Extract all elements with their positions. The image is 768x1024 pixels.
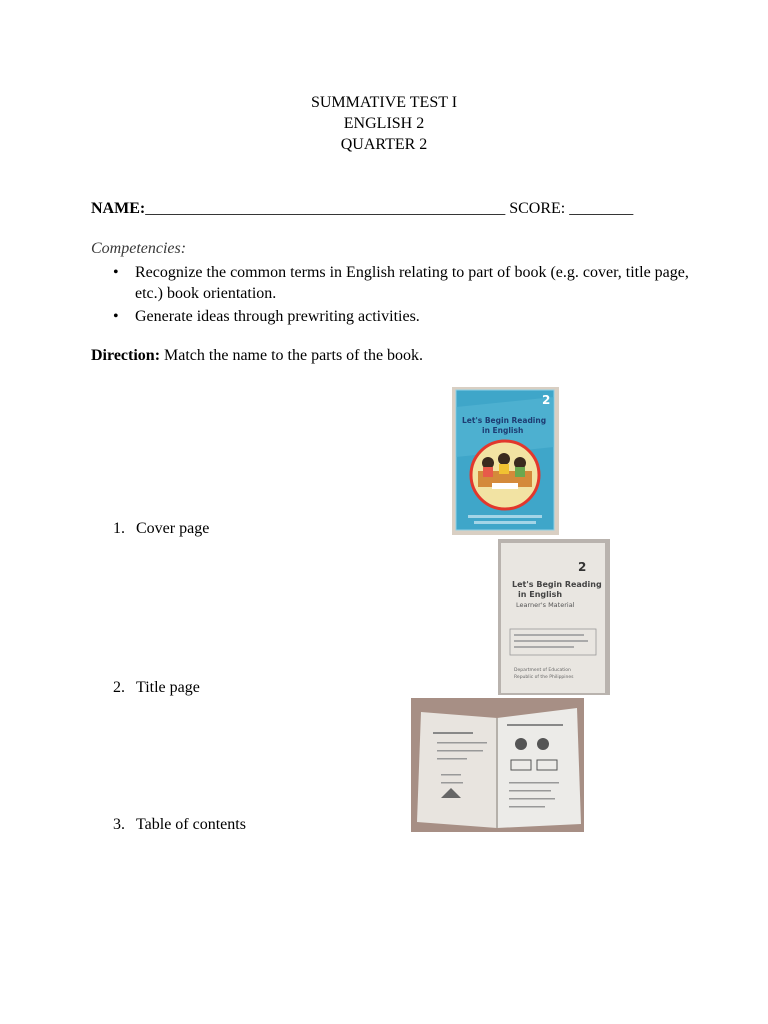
name-score-row <box>91 200 633 218</box>
cover-title-line2: in English <box>482 426 524 435</box>
bullet-icon: • <box>113 264 119 281</box>
title-page-line2: in English <box>518 590 563 599</box>
direction-text: Match the name to the parts of the book. <box>164 347 424 364</box>
title-page-line1: Let's Begin Reading <box>512 580 602 589</box>
name-label: NAME: <box>91 200 146 217</box>
direction <box>91 347 423 365</box>
title-page-footer2: Republic of the Philippines <box>514 675 574 680</box>
item-label: Title page <box>136 679 200 696</box>
cover-badge: 2 <box>542 393 551 407</box>
score-blank: ________ <box>569 200 634 217</box>
cover-title-line1: Let's Begin Reading <box>462 416 547 425</box>
name-blank: _____________________________________________ <box>145 200 506 217</box>
title-page-photo <box>498 539 610 695</box>
match-item-title-page <box>113 679 200 697</box>
match-item-contents <box>113 816 246 834</box>
bullet-icon: • <box>113 308 119 325</box>
item-number: 2. <box>113 679 125 696</box>
list-item <box>113 306 693 327</box>
competency-text: Generate ideas through prewriting activities. <box>135 308 420 325</box>
table-of-contents-photo <box>411 698 584 832</box>
list-item <box>113 262 693 304</box>
competencies-label: Competencies: <box>91 240 187 257</box>
score-label: SCORE: <box>509 200 566 217</box>
title-page-badge: 2 <box>578 560 587 574</box>
test-title: SUMMATIVE TEST I <box>310 94 458 111</box>
match-item-cover <box>113 520 209 538</box>
title-page-subtitle: Learner's Material <box>516 601 575 609</box>
item-label: Table of contents <box>136 816 246 833</box>
item-number: 1. <box>113 520 125 537</box>
item-number: 3. <box>113 816 125 833</box>
subject-title: ENGLISH 2 <box>343 115 425 132</box>
title-page-footer1: Department of Education <box>514 668 571 673</box>
item-label: Cover page <box>136 520 210 537</box>
direction-label: Direction: <box>91 347 161 364</box>
cover-photo <box>452 387 559 535</box>
competency-text: Recognize the common terms in English relating to part of book (e.g. cover, title page, etc.) book orientation. <box>135 264 689 302</box>
quarter-title: QUARTER 2 <box>340 136 428 153</box>
competencies-list <box>113 262 693 329</box>
